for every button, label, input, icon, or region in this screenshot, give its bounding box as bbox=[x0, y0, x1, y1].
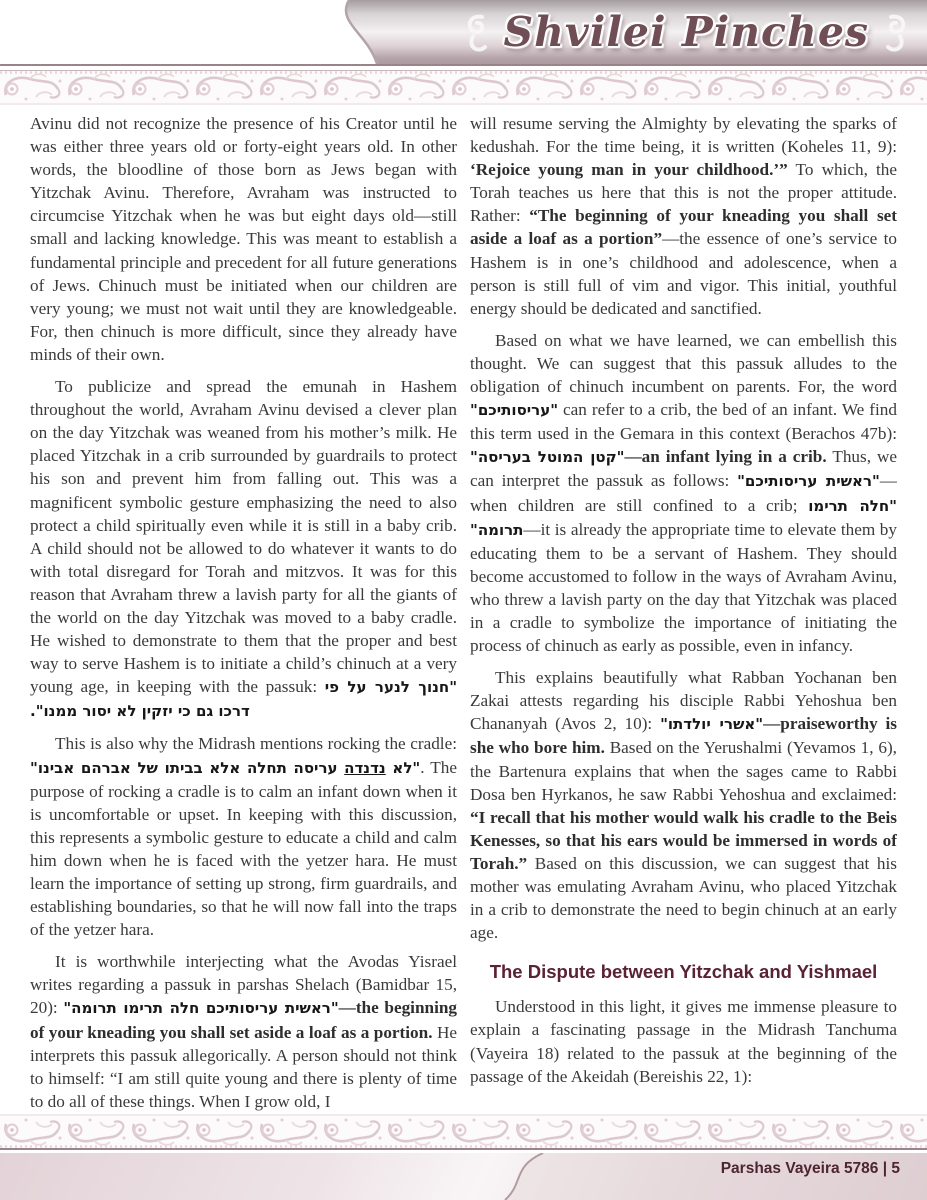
paragraph bbox=[30, 950, 457, 1113]
bold-text: —praiseworthy is she who bore him. bbox=[470, 714, 897, 758]
text-run: Avinu did not recognize the presence of his Creator until he was either three years old or forty-eight years old. In other words, the bloodline of those born as Jews began with Yitzchak Avinu. Therefore, Avraham was instructed to circumcise Yitzchak when he was but eight days old—still small and lacking knowledge. This was meant to establish a fundamental principle and precedent for all future generations of Jews. Chinuch must be initiated when our children are very young; we must not wait until they are knowledgeable. For, then chinuch is more difficult, since they already have minds of their own. bbox=[30, 114, 457, 364]
underlined-word: נדנדה bbox=[344, 758, 386, 777]
title-area bbox=[460, 2, 913, 62]
text-run: Understood in this light, it gives me immense pleasure to explain a fascinating passage in the Midrash Tanchuma (Vayeira 18) related to the passuk at the beginning of the passage of the Akeidah (Bereishis 22, 1): bbox=[470, 997, 897, 1086]
masthead bbox=[0, 0, 927, 64]
flourish-right-icon bbox=[883, 10, 913, 54]
text-run: He interprets this passuk allegorically. A person should not think to himself: “I am still quite young and there is plenty of time to do all of these things. When I grow old, I bbox=[30, 1022, 457, 1111]
article-body bbox=[30, 112, 897, 1114]
text-run: Thus, we can interpret the passuk as follows: bbox=[470, 447, 897, 491]
hebrew-quote: "קטן המוטל בעריסה" bbox=[470, 448, 625, 467]
text-run: Based on what we have learned, we can embellish this thought. We can suggest that this passuk alludes to the obligation of chinuch incumbent on parents. For, the word bbox=[470, 330, 897, 397]
paragraph bbox=[30, 732, 457, 941]
footer-page-label: Parshas Vayeira 5786 | 5 bbox=[720, 1160, 900, 1177]
right-column bbox=[470, 112, 897, 1114]
page-footer bbox=[0, 1153, 927, 1200]
hebrew-quote: "עריסותיכם" bbox=[470, 401, 559, 420]
text-run: —the essence of one’s service to Hashem is in one’s childhood and adolescence, when a person is still full of vim and vigor. This initial, youthful energy should be dedicated and sanctified. bbox=[470, 229, 897, 318]
text-run: Based on this discussion, we can suggest that his mother was emulating Avraham Avinu, who placed Yitzchak in a crib to demonstrate the need to begin chinuch at an early age. bbox=[470, 853, 897, 943]
text-run: "לא bbox=[385, 758, 421, 777]
publication-title: Shvilei Pinches bbox=[503, 8, 869, 56]
flourish-left-icon bbox=[460, 10, 490, 54]
decorative-border-bottom bbox=[0, 1114, 927, 1148]
bold-text: ‘Rejoice young man in your childhood.’” bbox=[470, 160, 788, 180]
paragraph bbox=[470, 112, 897, 320]
hebrew-quote: "אשרי יולדתו" bbox=[660, 715, 764, 734]
text-run: This is also why the Midrash mentions rocking the cradle: bbox=[55, 734, 457, 754]
hebrew-quote: "חנוך לנער על פי דרכו גם כי יזקין לא יסור ממנו". bbox=[30, 678, 458, 721]
paragraph bbox=[470, 995, 897, 1087]
text-run: will resume serving the Almighty by elevating the sparks of kedushah. For the time being, it is written (Koheles 11, 9): bbox=[470, 114, 897, 157]
text-run: It is worthwhile interjecting what the Avodas Yisrael writes regarding a passuk in parshas Shelach (Bamidbar 15, 20): bbox=[30, 952, 457, 1018]
section-heading: The Dispute between Yitzchak and Yishmael bbox=[489, 961, 878, 983]
decorative-border-top bbox=[0, 71, 927, 105]
bold-text: —an infant lying in a crib. bbox=[624, 447, 827, 467]
text-run: . The purpose of rocking a cradle is to calm an infant down when it is uncomfortable or upset. In keeping with this discussion, this represents a symbolic gesture to educate a child and calm him down when he is faced with the yetzer hara. He must learn the importance of setting up strong, firm guardrails, and establishing boundaries, so that he will now fall into the traps of the yetzer hara. bbox=[30, 757, 457, 940]
left-column bbox=[30, 112, 457, 1114]
paragraph bbox=[30, 112, 457, 366]
bold-text: “I recall that his mother would walk his cradle to the Beis Kenesses, so that his ears would be immersed in words of Torah.” bbox=[470, 807, 897, 873]
hebrew-quote bbox=[30, 759, 420, 777]
bold-text: —the beginning of your kneading you shall set aside a loaf as a portion. bbox=[30, 998, 457, 1042]
paragraph bbox=[470, 666, 897, 944]
text-run: —when children are still confined to a crib; bbox=[470, 471, 897, 515]
hebrew-quote: "ראשית עריסותיכם חלה תרימו תרומה" bbox=[63, 999, 339, 1018]
text-run: can refer to a crib, the bed of an infant. We find this term used in the Gemara in this context (Berachos 47b): bbox=[470, 400, 897, 444]
text-run: Based on the Yerushalmi (Yevamos 1, 6), the Bartenura explains that when the sages came to Rabbi Dosa ben Hyrkanos, he saw Rabbi Yehoshua and exclaimed: bbox=[470, 738, 897, 804]
header-divider bbox=[0, 64, 927, 71]
hebrew-quote: "ראשית עריסותיכם" bbox=[737, 472, 880, 491]
paragraph bbox=[470, 329, 897, 657]
text-run: To publicize and spread the emunah in Hashem throughout the world, Avraham Avinu devised a clever plan on the day Yitzchak was weaned from his mother’s milk. He placed Yitzchak in a crib surrounded by guardrails to protect his son and prevent him from falling out. This was a magnificent symbolic gesture emphasizing the need to also protect a child spiritually even while it is still in a baby crib. A child should not be allowed to do whatever it wants to do with total disregard for Torah and mitzvos. It was for this reason that Avraham threw a lavish party for all the giants of the world on the day Yitzchak was moved to a baby cradle. He wished to demonstrate to them that the proper and best way to serve Hashem is to initiate a child’s chinuch at a very young age, in keeping with the passuk: bbox=[30, 377, 457, 697]
paragraph bbox=[30, 375, 457, 723]
text-run: To which, the Torah teaches us here that this is not the proper attitude. Rather: bbox=[470, 160, 897, 226]
hebrew-quote: "חלה תרימו תרומה" bbox=[470, 496, 897, 539]
bold-text: “The beginning of your kneading you shall set aside a loaf as a portion” bbox=[470, 206, 897, 249]
text-run: This explains beautifully what Rabban Yochanan ben Zakai attests regarding his disciple Rabbi Yehoshua ben Chananyah (Avos 2, 10): bbox=[470, 668, 897, 734]
text-run: עריסה תחלה אלא בביתו של אברהם אבינו" bbox=[30, 758, 345, 777]
text-run: —it is already the appropriate time to elevate them by educating them to be a servant of Hashem. They should become accustomed to follow in the ways of Avraham Avinu, who threw a lavish party on the day that Yitzchak was placed in a cradle to symbolize the importance of initiating the process of chinuch as early as possible, even in infancy. bbox=[470, 519, 897, 656]
